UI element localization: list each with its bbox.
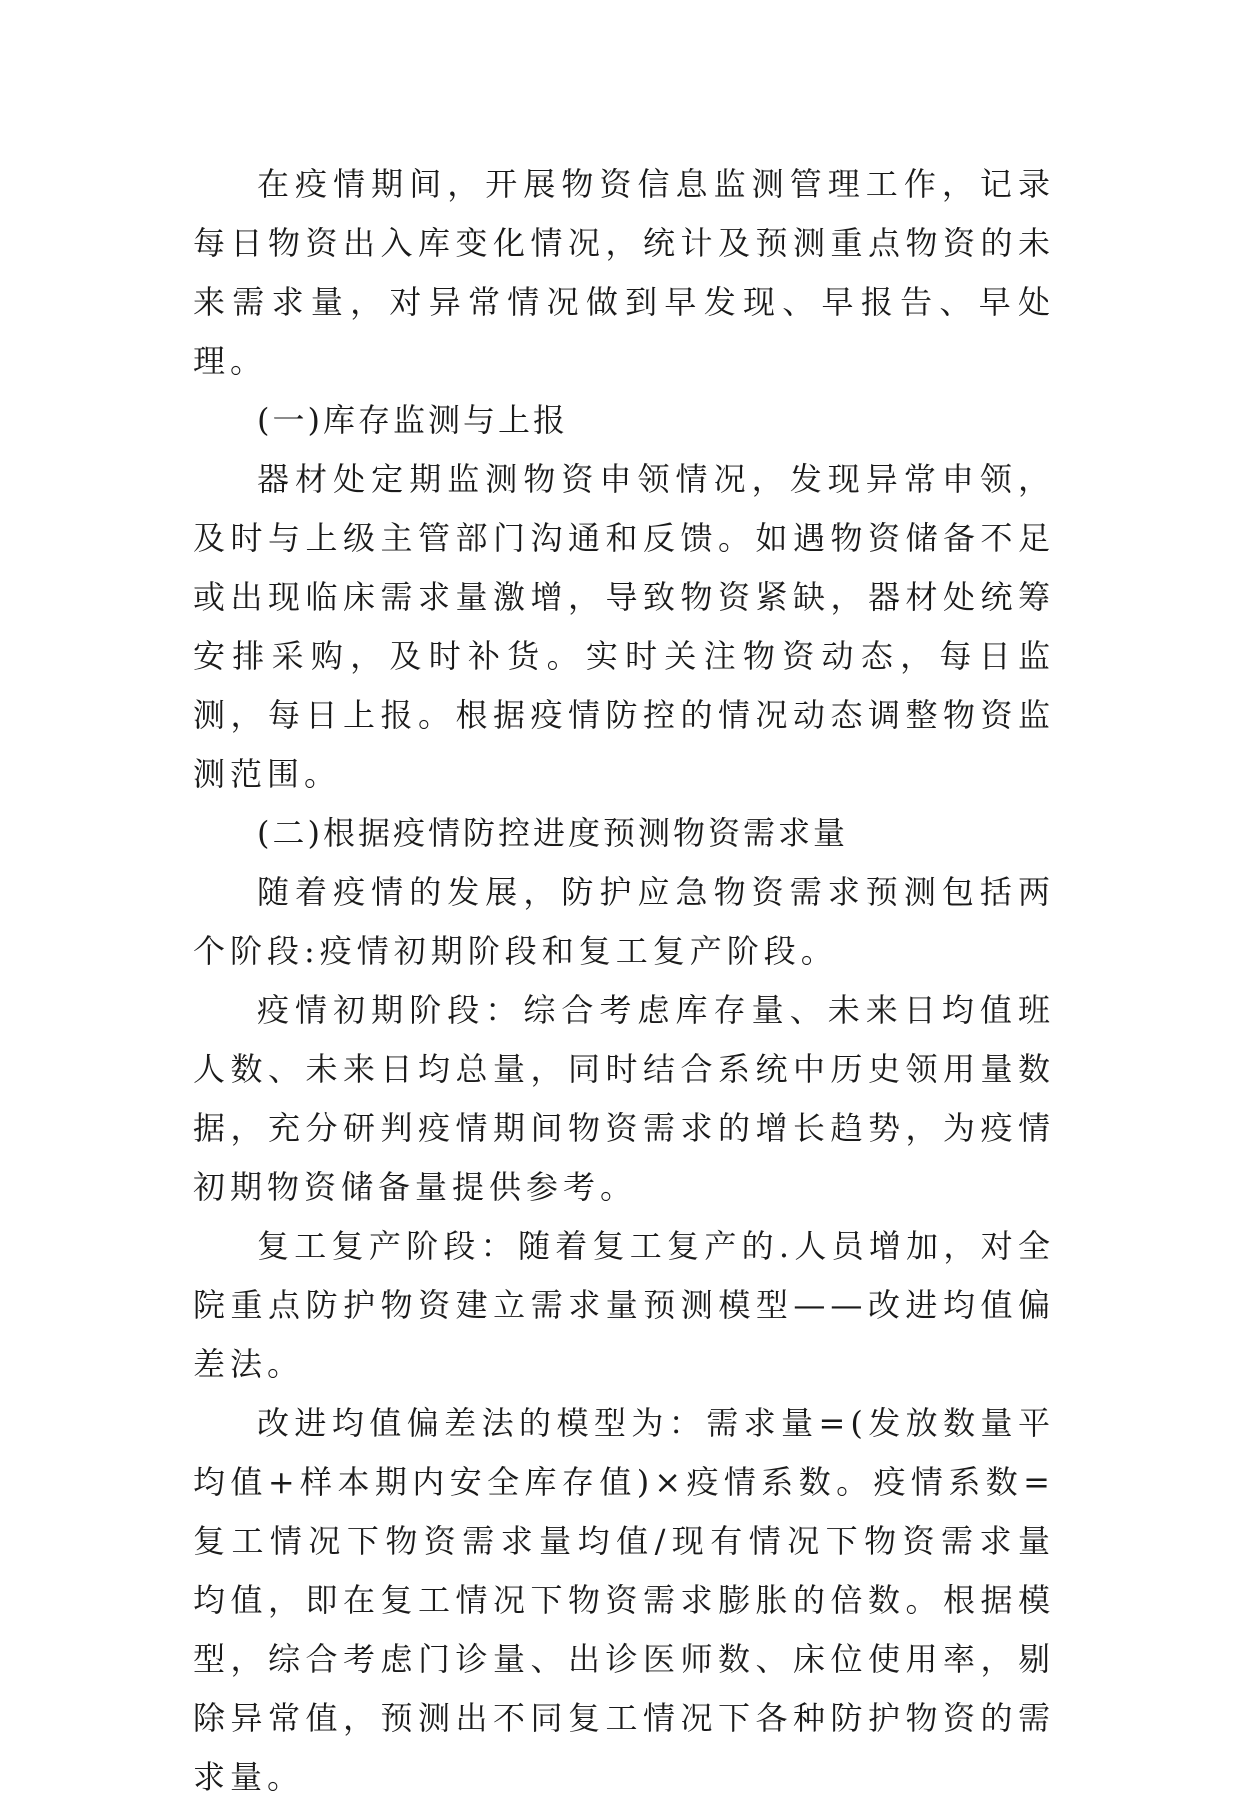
paragraph-inventory-monitoring: 器材处定期监测物资申领情况，发现异常申领，及时与上级主管部门沟通和反馈。如遇物资储备不足或出现临床需求量激增，导致物资紧缺，器材处统筹安排采购，及时补货。实时关注物资动态，每日监测，每日上报。根据疫情防控的情况动态调整物资监测范围。: [193, 460, 1055, 793]
paragraph-model-description: 改进均值偏差法的模型为：需求量=(发放数量平均值+样本期内安全库存值)×疫情系数。疫情系数=复工情况下物资需求量均值/现有情况下物资需求量均值，即在复工情况下物资需求膨胀的倍数。根据模型，综合考虑门诊量、出诊医师数、床位使用率，剔除异常值，预测出不同复工情况下各种防护物资的需求量。: [193, 1404, 1055, 1796]
paragraph-early-stage: 疫情初期阶段：综合考虑库存量、未来日均值班人数、未来日均总量，同时结合系统中历史领用量数据，充分研判疫情期间物资需求的增长趋势，为疫情初期物资储备量提供参考。: [193, 991, 1055, 1206]
paragraph-intro: 在疫情期间，开展物资信息监测管理工作，记录每日物资出入库变化情况，统计及预测重点物资的未来需求量，对异常情况做到早发现、早报告、早处理。: [193, 165, 1055, 380]
section-heading-inventory-monitoring: (一)库存监测与上报: [257, 401, 568, 439]
paragraph-resumption-stage: 复工复产阶段：随着复工复产的.人员增加，对全院重点防护物资建立需求量预测模型——改进均值偏差法。: [193, 1227, 1055, 1383]
section-heading-demand-forecast: (二)根据疫情防控进度预测物资需求量: [257, 814, 848, 852]
document-body: [193, 155, 1055, 1807]
paragraph-forecast-stages: 随着疫情的发展，防护应急物资需求预测包括两个阶段:疫情初期阶段和复工复产阶段。: [193, 873, 1055, 970]
